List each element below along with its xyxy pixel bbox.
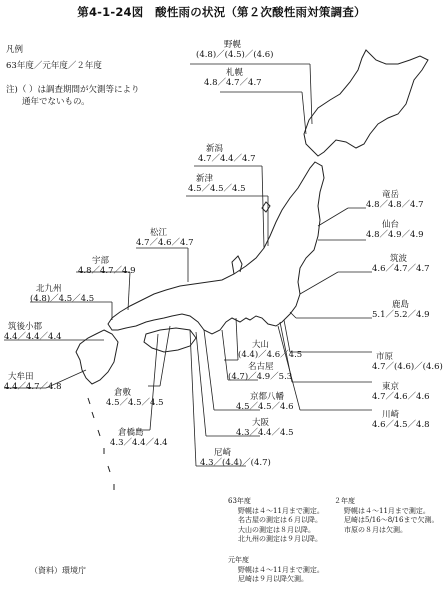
legend-years: 63年度／元年度／２年度 bbox=[6, 61, 102, 71]
station-sapporo: 札幌 4.8／4.7／4.7 bbox=[204, 68, 262, 88]
station-ube: 宇部 4.8／4.7／4.9 bbox=[78, 256, 136, 276]
station-amagasaki: 尼崎 4.3／(4.4)／(4.7) bbox=[200, 448, 271, 468]
legend-note-2: 通年でないもの。 bbox=[22, 97, 90, 107]
notes-1-line: 野幌は４～11月まで測定。 bbox=[238, 565, 324, 574]
legend-note: 注)（ ）は調査期間が欠測等により bbox=[6, 85, 140, 95]
station-niitsu: 新津 4.5／4.5／4.5 bbox=[188, 174, 246, 194]
station-daisen: 大山 (4.4)／4.6／4.5 bbox=[238, 340, 303, 360]
station-kitakyushu: 北九州 (4.8)／4.5／4.5 bbox=[30, 284, 95, 304]
station-nagoya: 名古屋 (4.7)／4.9／5.3 bbox=[228, 362, 293, 382]
kyushu-outline bbox=[76, 330, 118, 384]
station-kyoto: 京都八幡 4.5／4.5／4.6 bbox=[236, 392, 294, 412]
station-omuta: 大牟田 4.4／4.7／4.8 bbox=[4, 372, 62, 392]
station-chikugo: 筑後小郡 4.4／4.4／4.4 bbox=[4, 322, 62, 342]
notes-63-head: 63年度 bbox=[228, 497, 251, 505]
notes-63-line: 野幌は４～11月まで測定。 bbox=[238, 506, 324, 515]
station-ichihara: 市原 4.7／(4.6)／(4.6) bbox=[372, 352, 443, 372]
station-matsue: 松江 4.7／4.6／4.7 bbox=[136, 228, 194, 248]
station-nopporo: 野幌 (4.8)／(4.5)／(4.6) bbox=[196, 40, 274, 60]
station-tappidake: 竜岳 4.8／4.8／4.7 bbox=[366, 190, 424, 210]
noto-peninsula bbox=[232, 256, 242, 274]
notes-63-line: 大山の測定は８月以降。 bbox=[238, 525, 315, 534]
notes-2 bbox=[334, 497, 438, 535]
station-sendai: 仙台 4.8／4.9／4.9 bbox=[366, 220, 424, 240]
station-kurahashi: 倉橋島 4.3／4.4／4.4 bbox=[110, 428, 168, 448]
legend-heading: 凡例 bbox=[6, 45, 24, 55]
station-niigata: 新潟 4.7／4.4／4.7 bbox=[198, 144, 256, 164]
notes-1-head: 元年度 bbox=[228, 556, 249, 564]
notes-1-line: 尼崎は９月以降欠測。 bbox=[238, 575, 308, 583]
notes-63 bbox=[228, 497, 324, 545]
notes-63-line: 名古屋の測定は６月以降。 bbox=[238, 516, 322, 524]
station-kashima: 鹿島 5.1／5.2／4.9 bbox=[372, 300, 430, 320]
shikoku-outline bbox=[144, 328, 196, 352]
page-title: 第4-1-24図 酸性雨の状況（第２次酸性雨対策調査） bbox=[77, 5, 366, 19]
station-tokyo: 東京 4.7／4.6／4.6 bbox=[372, 382, 430, 402]
leader-lines bbox=[4, 64, 372, 466]
station-osaka: 大阪 4.3／4.4／4.5 bbox=[236, 418, 294, 438]
notes-2-line: 市原の８月は欠測。 bbox=[344, 525, 407, 534]
notes-2-head: ２年度 bbox=[334, 497, 355, 505]
source-note: （資料）環境庁 bbox=[30, 566, 86, 575]
station-kurashiki: 倉敷 4.5／4.5／4.5 bbox=[106, 388, 164, 408]
station-kawasaki: 川崎 4.6／4.5／4.8 bbox=[372, 410, 430, 430]
station-tsukuba: 筑波 4.6／4.7／4.7 bbox=[372, 254, 430, 274]
notes-2-line: 尼崎は5/16～8/16まで欠測。 bbox=[344, 516, 439, 524]
notes-2-line: 野幌は４～11月まで測定。 bbox=[344, 506, 430, 515]
hokkaido-outline bbox=[304, 50, 428, 156]
notes-1 bbox=[228, 556, 324, 585]
notes-63-line: 北九州の測定は９月以降。 bbox=[238, 535, 322, 543]
